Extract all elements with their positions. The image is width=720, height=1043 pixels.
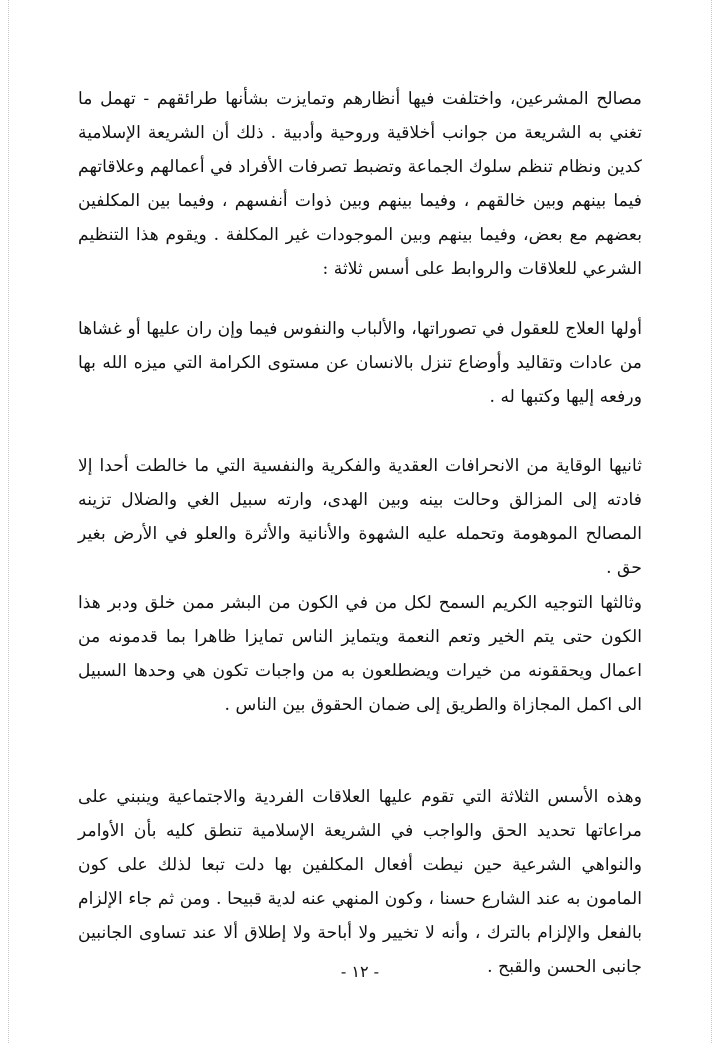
paragraph-3 (78, 449, 642, 585)
paragraph-text: ثانيها الوقاية من الانحرافات العقدية والفكرية والنفسية التي ما خالطت أحدا إلا فادته إلى المزالق وحالت بينه وبين الهدى، وارته سبيل الغي والضلال تزينه المصالح الموهومة وتحمله عليه الشهوة والأنانية والأثرة والعلو في الأرض بغير حق . (78, 456, 642, 578)
scan-edge-left (8, 0, 10, 1043)
paragraph-text: مصالح المشرعين، واختلفت فيها أنظارهم وتمايزت بشأنها طرائقهم - تهمل ما تغني به الشريعة من جوانب أخلاقية وروحية وأدبية . ذلك أن الشريعة الإسلامية كدين ونظام تنظم سلوك الجماعة وتضبط تصرفات الأفراد في أعمالهم وعلاقاتهم فيما بينهم وبين خالقهم ، وفيما بينهم وبين ذوات أنفسهم ، وفيما بين المكلفين بعضهم مع بعض، وفيما بينهم وبين الموجودات غير المكلفة . ويقوم هذا التنظيم الشرعي للعلاقات والروابط على أسس ثلاثة : (78, 89, 642, 279)
paragraph-5 (78, 780, 642, 984)
paragraph-1 (78, 82, 642, 286)
paragraph-text: وثالثها التوجيه الكريم السمح لكل من في الكون من البشر ممن خلق ودبر هذا الكون حتى يتم الخير وتعم النعمة ويتمايز الناس تمايزا ظاهرا بما قدمونه من اعمال ويحققونه من خيرات ويضطلعون به من واجبات تكون هي وحدها السبيل الى اكمل المجازاة والطريق إلى ضمان الحقوق بين الناس . (78, 593, 642, 715)
scan-edge-right (711, 0, 713, 1043)
paragraph-4 (78, 586, 642, 722)
paragraph-text: وهذه الأسس الثلاثة التي تقوم عليها العلاقات الفردية والاجتماعية وينبني على مراعاتها تحديد الحق والواجب في الشريعة الإسلامية تنطق كليه بأن الأوامر والنواهي الشرعية حين نيطت أفعال المكلفين بها دلت تبعا لذلك على كون المامون به عند الشارع حسنا ، وكون المنهي عنه لدية قبيحا . ومن ثم جاء الإلزام بالفعل والإلزام بالترك ، وأنه لا تخيير ولا أباحة ولا إطلاق ألا عند تساوى الجانبين جانبى الحسن والقبح . (78, 787, 642, 977)
paragraph-text: أولها العلاج للعقول في تصوراتها، والألباب والنفوس فيما وإن ران عليها أو غشاها من عادات وتقاليد وأوضاع تنزل بالانسان عن مستوى الكرامة التي ميزه الله بها ورفعه إليها وكتبها له . (78, 319, 642, 407)
page-number: - ١٢ - (340, 962, 380, 981)
paragraph-2 (78, 312, 642, 414)
